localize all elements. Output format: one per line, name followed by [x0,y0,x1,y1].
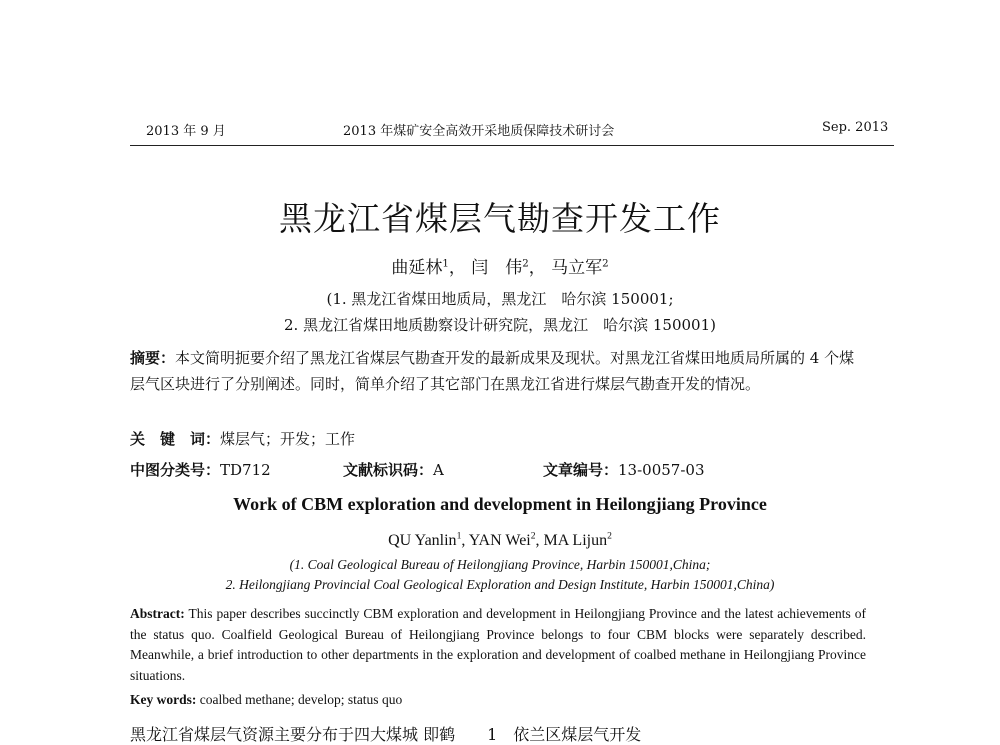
author-2: 闫 伟 [471,258,523,278]
clc-value: TD712 [220,461,271,479]
affiliation-2: 2. 黑龙江省煤田地质勘察设计研究院，黑龙江 哈尔滨 150001) [284,316,716,334]
author-2-sup: 2 [522,258,529,270]
keywords-cn-label: 关 键 词： [130,430,221,448]
english-keywords [130,692,402,708]
english-author-1-sup: 1 [456,530,462,542]
english-author-3-sup: 2 [607,530,612,542]
author-1-sup: 1 [442,258,449,270]
doc-value: A [433,461,444,479]
keywords-cn [130,428,355,449]
paper-title: 黑龙江省煤层气勘查开发工作 [279,199,721,238]
article-number [543,459,705,480]
header-date: 2013 年 9 月 [146,124,226,139]
english-abstract-text: This paper describes succinctly CBM exploration and development in Heilongjiang Province and the latest achievements of the status quo. Coalfield Geological Bureau of Heilongjiang Province belongs to four CBM blocks were separately described. Meanwhile, a brief introduction to other departments in the exploration and development of coalbed methane in Heilongjiang Province situations. [130,606,866,683]
doc-label: 文献标识码： [343,461,434,479]
clc-label: 中图分类号： [130,461,221,479]
english-author-2-sup: 2 [530,530,536,542]
body-text-cutoff: 黑龙江省煤层气资源主要分布于四大煤城 即鹤 1 依兰区煤层气开发 [130,725,642,744]
author-3: 马立军 [551,258,603,278]
english-abstract-label: Abstract: [130,606,185,621]
authors: 曲延林$^1$， 闫 伟$^2$， 马立军$^2$ [391,258,609,278]
english-keywords-text: coalbed methane; develop; status quo [196,692,403,707]
english-title: Work of CBM exploration and development in Heilongjiang Province [233,494,767,514]
english-affiliation-1: (1. Coal Geological Bureau of Heilongjiang Province, Harbin 150001,China; [289,557,711,572]
english-keywords-label: Key words: [130,692,197,707]
header-date-en: Sep. 2013 [822,120,889,135]
english-author-3: MA Lijun [543,532,608,549]
art-label: 文章编号： [543,461,619,479]
header-conference: 2013 年煤矿安全高效开采地质保障技术研讨会 [343,124,615,139]
keywords-cn-text: 煤层气；开发；工作 [220,430,356,448]
author-1: 曲延林 [391,258,443,278]
english-affiliation-2: 2. Heilongjiang Provincial Coal Geological Exploration and Design Institute, Harbin 150001,China) [225,577,775,592]
abstract-cn-text: 本文简明扼要介绍了黑龙江省煤层气勘查开发的最新成果及现状。对黑龙江省煤田地质局所属的 4 个煤层气区块进行了分别阐述。同时，简单介绍了其它部门在黑龙江省进行煤层气勘查开发的情况。 [130,349,855,393]
document-code [343,459,444,480]
affiliation-1: (1. 黑龙江省煤田地质局，黑龙江 哈尔滨 150001; [326,290,674,308]
art-value: 13-0057-03 [618,461,705,479]
author-3-sup: 2 [602,258,609,270]
english-author-1: QU Yanlin [388,532,457,549]
english-authors: QU Yanlin$^1$, YAN Wei$^2$, MA Lijun$^2$ [388,530,612,549]
header-rule [130,145,894,146]
abstract-cn-label: 摘要： [130,349,176,367]
abstract-cn [130,345,868,397]
clc-number [130,459,271,480]
english-author-2: YAN Wei [468,532,531,549]
english-abstract [130,604,866,686]
